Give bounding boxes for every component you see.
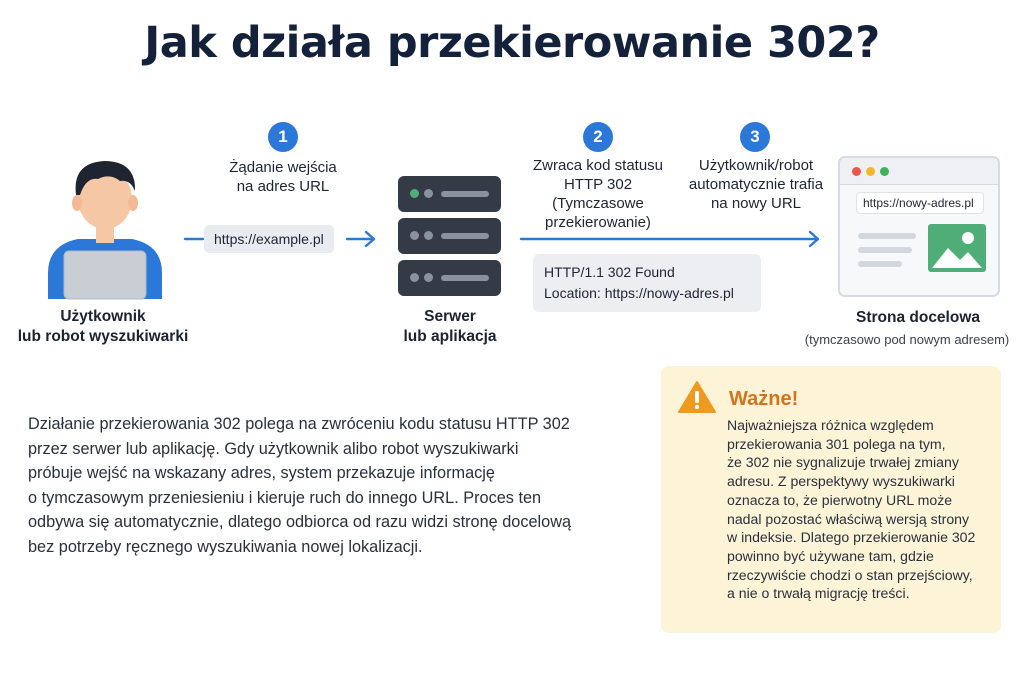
server-unit-2 bbox=[398, 218, 501, 254]
server-label-line-2: lub aplikacja bbox=[403, 328, 497, 345]
warning-line: oznacza to, że pierwotny URL może bbox=[727, 491, 953, 508]
warning-box bbox=[661, 366, 1001, 633]
server-status-light bbox=[424, 273, 433, 282]
warning-line: że 302 nie sygnalizuje trwałej zmiany bbox=[727, 454, 959, 471]
step-1-number: 1 bbox=[268, 122, 298, 152]
warning-text bbox=[727, 416, 989, 603]
description-line: odbywa się automatycznie, dlatego odbiorca od razu widzi stronę docelową bbox=[28, 513, 572, 531]
step-2-number: 2 bbox=[583, 122, 613, 152]
server-label bbox=[370, 307, 530, 347]
server-status-light bbox=[424, 189, 433, 198]
content-line bbox=[858, 261, 902, 267]
server-slot bbox=[441, 233, 489, 239]
page-title: Jak działa przekierowanie 302? bbox=[144, 18, 880, 68]
user-label-line-1: Użytkownik bbox=[60, 308, 146, 325]
description-line: bez potrzeby ręcznego wyszukiwania nowej lokalizacji. bbox=[28, 537, 423, 556]
step-1-text bbox=[196, 158, 370, 196]
user-laptop-icon bbox=[40, 155, 170, 301]
description-paragraph bbox=[28, 412, 638, 559]
server-unit-3 bbox=[398, 260, 501, 296]
response-status-line: HTTP/1.1 302 Found bbox=[544, 264, 675, 280]
server-slot bbox=[441, 275, 489, 281]
user-label-line-2: lub robot wyszukiwarki bbox=[17, 328, 189, 345]
browser-titlebar bbox=[840, 158, 998, 185]
warning-line: rzeczywiście chodzi o stan przejściowy, bbox=[727, 566, 973, 583]
step-2-line-1: Zwraca kod statusu bbox=[532, 157, 664, 174]
server-status-light bbox=[410, 273, 419, 282]
warning-line: adresu. Z perspektywy wyszukiwarki bbox=[727, 473, 955, 490]
step-1-line-2: na adres URL bbox=[236, 178, 330, 195]
step-3-number: 3 bbox=[740, 122, 770, 152]
content-line bbox=[858, 247, 912, 253]
destination-sublabel: (tymczasowo pod nowym adresem) bbox=[804, 332, 1010, 347]
content-line bbox=[858, 233, 916, 239]
step-3-line-3: na nowy URL bbox=[710, 195, 802, 212]
browser-url-bar: https://nowy-adres.pl bbox=[856, 192, 984, 214]
user-label bbox=[0, 307, 206, 347]
description-line: o tymczasowym przeniesieniu i kieruje ruch do innego URL. Proces ten bbox=[28, 488, 542, 507]
warning-line: a nie o trwałą migrację treści. bbox=[727, 585, 910, 602]
description-line: Działanie przekierowania 302 polega na zwróceniu kodu statusu HTTP 302 bbox=[28, 415, 570, 433]
request-url-chip: https://example.pl bbox=[204, 225, 334, 253]
server-status-light bbox=[424, 231, 433, 240]
warning-line: nadal pozostać właściwą wersją strony bbox=[727, 510, 970, 527]
warning-triangle-icon bbox=[678, 380, 716, 414]
warning-line: w indeksie. Dlatego przekierowanie 302 bbox=[727, 529, 976, 546]
browser-window-icon bbox=[838, 156, 1000, 297]
warning-title: Ważne! bbox=[729, 388, 799, 410]
image-placeholder-icon bbox=[928, 224, 986, 272]
step-2-line-2: HTTP 302 bbox=[563, 176, 633, 193]
destination-label: Strona docelowa bbox=[855, 309, 981, 326]
window-maximize-dot bbox=[880, 167, 889, 176]
step-3-line-1: Użytkownik/robot bbox=[698, 157, 814, 174]
warning-line: powinno być używane tam, gdzie bbox=[727, 547, 934, 564]
server-status-light bbox=[410, 189, 419, 198]
step-2-line-4: przekierowanie) bbox=[545, 214, 651, 231]
server-unit-1 bbox=[398, 176, 501, 212]
description-line: próbuje wejść na wskazany adres, system przekazuje informację bbox=[28, 464, 495, 482]
warning-line: Najważniejsza różnica względem bbox=[727, 417, 934, 433]
window-close-dot bbox=[852, 167, 861, 176]
warning-line: przekierowania 301 polega na tym, bbox=[727, 435, 946, 452]
step-2-line-3: (Tymczasowe bbox=[552, 195, 644, 212]
server-status-light bbox=[410, 231, 419, 240]
http-response-box bbox=[533, 254, 761, 312]
server-slot bbox=[441, 191, 489, 197]
step-3-text bbox=[670, 156, 842, 213]
step-3-line-2: automatycznie trafia bbox=[688, 176, 824, 193]
step-2-text bbox=[508, 156, 688, 232]
step-1-line-1: Żądanie wejścia bbox=[229, 159, 337, 176]
server-label-line-1: Serwer bbox=[424, 308, 476, 325]
description-line: przez serwer lub aplikację. Gdy użytkownik alibo robot wyszukiwarki bbox=[28, 439, 519, 458]
window-minimize-dot bbox=[866, 167, 875, 176]
response-location-line: Location: https://nowy-adres.pl bbox=[544, 285, 734, 301]
